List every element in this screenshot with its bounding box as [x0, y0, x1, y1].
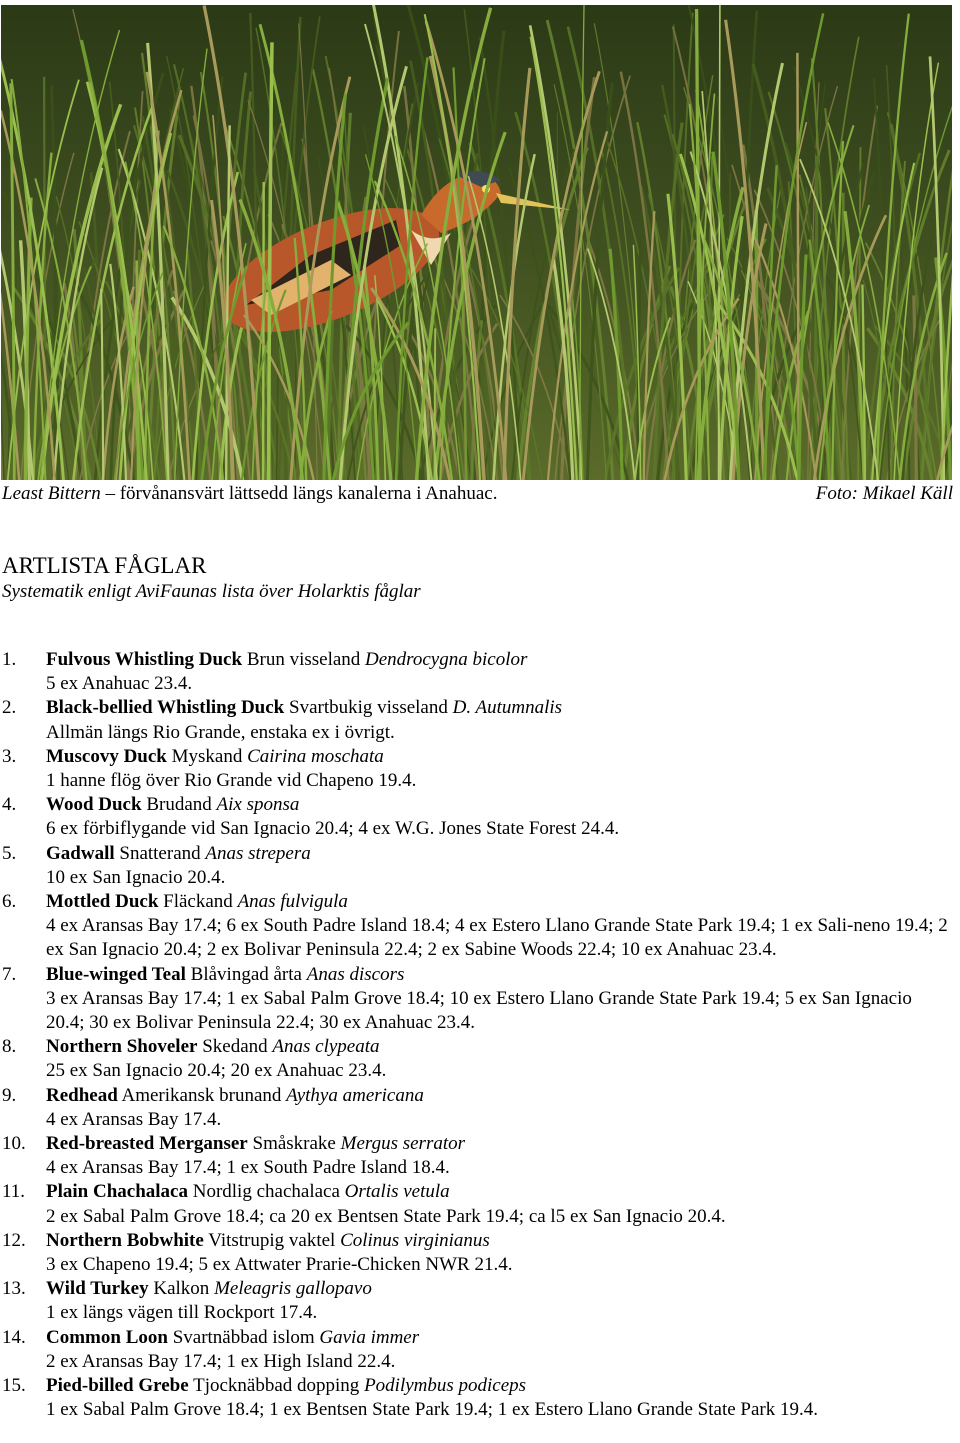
- species-observations: 3 ex Chapeno 19.4; 5 ex Attwater Prarie-Chicken NWR 21.4.: [46, 1254, 513, 1276]
- species-name-line: [46, 696, 950, 720]
- species-scientific-name: Dendrocygna bicolor: [365, 649, 528, 670]
- species-entry: [0, 1229, 950, 1277]
- species-number: 10.: [2, 1133, 26, 1155]
- species-observations: 10 ex San Ignacio 20.4.: [46, 866, 226, 888]
- species-number: 4.: [2, 794, 17, 816]
- species-entry: [0, 1326, 950, 1374]
- species-english-name: Blue-winged Teal: [46, 963, 186, 985]
- species-name-line: [46, 1374, 950, 1398]
- species-number: 12.: [2, 1229, 26, 1251]
- species-name-line: [46, 1326, 950, 1350]
- species-scientific-name: Ortalis vetula: [344, 1181, 450, 1203]
- species-observations: 4 ex Aransas Bay 17.4; 6 ex South Padre Island 18.4; 4 ex Estero Llano Grande State Park 19.4; 1 ex Sali-neno 19.4; 2 ex San Ignacio 20.4; 2 ex Bolivar Peninsula 22.4; 2 ex Sabine Woods 22.4; 10 ex Anahuac 23.4.: [46, 915, 948, 961]
- species-entry: [0, 1132, 950, 1180]
- species-name-line: [46, 890, 950, 914]
- species-observations: Allmän längs Rio Grande, enstaka ex i övrigt.: [46, 721, 395, 743]
- species-entry: [0, 696, 950, 744]
- species-english-name: Wood Duck: [46, 794, 142, 816]
- species-observations: 1 hanne flög över Rio Grande vid Chapeno 19.4.: [46, 770, 417, 792]
- species-scientific-name: Gavia immer: [319, 1326, 420, 1348]
- species-observations: 25 ex San Ignacio 20.4; 20 ex Anahuac 23.4.: [46, 1060, 387, 1082]
- caption-text: [2, 482, 497, 506]
- species-swedish-name: Skedand: [202, 1036, 268, 1058]
- species-entry: [0, 1374, 950, 1422]
- species-name-line: [46, 1035, 950, 1059]
- species-scientific-name: Aix sponsa: [216, 794, 300, 816]
- species-entry: [0, 963, 950, 1036]
- species-number: 1.: [2, 649, 17, 670]
- species-swedish-name: Svartbukig visseland: [289, 697, 448, 719]
- species-entry: [0, 648, 950, 696]
- species-swedish-name: Brun visseland: [246, 649, 361, 670]
- species-entry: [0, 1180, 950, 1228]
- species-observations: 4 ex Aransas Bay 17.4.: [46, 1108, 222, 1130]
- species-swedish-name: Fläckand: [163, 891, 233, 913]
- species-name-line: [46, 745, 950, 769]
- species-english-name: Fulvous Whistling Duck: [46, 649, 243, 670]
- species-english-name: Northern Bobwhite: [46, 1229, 204, 1251]
- species-observations: 2 ex Aransas Bay 17.4; 1 ex High Island 22.4.: [46, 1350, 396, 1372]
- species-swedish-name: Brudand: [146, 794, 212, 816]
- species-english-name: Black-bellied Whistling Duck: [46, 697, 285, 719]
- species-entry: [0, 1084, 950, 1132]
- species-entry: [0, 793, 950, 841]
- species-english-name: Red-breasted Merganser: [46, 1133, 248, 1155]
- species-number: 3.: [2, 745, 17, 767]
- species-name-line: [46, 963, 950, 987]
- species-scientific-name: Anas discors: [306, 963, 405, 985]
- species-observations: 4 ex Aransas Bay 17.4; 1 ex South Padre Island 18.4.: [46, 1157, 450, 1179]
- species-entry: [0, 890, 950, 963]
- species-english-name: Wild Turkey: [46, 1278, 149, 1300]
- least-bittern-photo: [1, 5, 952, 480]
- species-english-name: Northern Shoveler: [46, 1036, 198, 1058]
- photo-credit: Foto: Mikael Käll: [815, 483, 953, 504]
- species-observations: 1 ex Sabal Palm Grove 18.4; 1 ex Bentsen State Park 19.4; 1 ex Estero Llano Grande State Park 19.4.: [46, 1399, 818, 1421]
- species-scientific-name: Mergus serrator: [340, 1133, 466, 1155]
- caption-description: – förvånansvärt lättsedd längs kanalerna i Anahuac.: [100, 483, 498, 504]
- photo-caption: [2, 482, 953, 506]
- species-name-line: [46, 648, 950, 672]
- species-swedish-name: Myskand: [171, 745, 243, 767]
- species-entry: [0, 1277, 950, 1325]
- species-english-name: Pied-billed Grebe: [46, 1375, 189, 1397]
- species-swedish-name: Tjocknäbbad dopping: [193, 1375, 360, 1397]
- species-english-name: Mottled Duck: [46, 891, 159, 913]
- species-swedish-name: Blåvingad årta: [190, 963, 302, 985]
- species-swedish-name: Småskrake: [252, 1133, 336, 1155]
- species-english-name: Muscovy Duck: [46, 745, 167, 767]
- species-number: 15.: [2, 1375, 26, 1397]
- species-number: 5.: [2, 842, 17, 864]
- species-name-line: [46, 793, 950, 817]
- species-list: [0, 648, 950, 1423]
- species-number: 7.: [2, 963, 17, 985]
- species-observations: 1 ex längs vägen till Rockport 17.4.: [46, 1302, 318, 1324]
- species-name-line: [46, 1277, 950, 1301]
- species-scientific-name: Aythya americana: [286, 1084, 424, 1106]
- species-swedish-name: Amerikansk brunand: [121, 1084, 282, 1106]
- species-scientific-name: Cairina moschata: [247, 745, 384, 767]
- page-title: ARTLISTA FÅGLAR: [2, 553, 207, 578]
- species-scientific-name: D. Autumnalis: [452, 697, 563, 719]
- species-swedish-name: Vitstrupig vaktel: [208, 1229, 336, 1251]
- species-number: 9.: [2, 1084, 17, 1106]
- species-entry: [0, 1035, 950, 1083]
- species-number: 14.: [2, 1326, 26, 1348]
- page-subtitle: Systematik enligt AviFaunas lista över Holarktis fåglar: [2, 581, 421, 602]
- species-number: 11.: [2, 1181, 26, 1203]
- species-scientific-name: Anas strepera: [205, 842, 311, 864]
- species-scientific-name: Anas fulvigula: [237, 891, 348, 913]
- species-entry: [0, 842, 950, 890]
- species-scientific-name: Anas clypeata: [272, 1036, 380, 1058]
- species-swedish-name: Kalkon: [153, 1278, 210, 1300]
- species-name-line: [46, 842, 950, 866]
- species-swedish-name: Svartnäbbad islom: [172, 1326, 315, 1348]
- species-english-name: Redhead: [46, 1084, 118, 1106]
- species-english-name: Plain Chachalaca: [46, 1181, 188, 1203]
- species-observations: 2 ex Sabal Palm Grove 18.4; ca 20 ex Bentsen State Park 19.4; ca l5 ex San Ignacio 20.4.: [46, 1205, 726, 1227]
- species-number: 13.: [2, 1278, 26, 1300]
- species-scientific-name: Meleagris gallopavo: [214, 1278, 372, 1300]
- species-number: 2.: [2, 697, 17, 719]
- species-swedish-name: Nordlig chachalaca: [192, 1181, 340, 1203]
- species-name-line: [46, 1229, 950, 1253]
- species-entry: [0, 745, 950, 793]
- caption-species: Least Bittern: [2, 483, 101, 504]
- species-english-name: Common Loon: [46, 1326, 168, 1348]
- species-number: 8.: [2, 1036, 17, 1058]
- species-observations: 3 ex Aransas Bay 17.4; 1 ex Sabal Palm Grove 18.4; 10 ex Estero Llano Grande State Park 19.4; 5 ex San Ignacio 20.4; 30 ex Bolivar Peninsula 22.4; 30 ex Anahuac 23.4.: [46, 987, 912, 1034]
- species-name-line: [46, 1132, 950, 1156]
- species-number: 6.: [2, 891, 17, 913]
- species-english-name: Gadwall: [46, 842, 115, 864]
- species-observations: 6 ex förbiflygande vid San Ignacio 20.4; 4 ex W.G. Jones State Forest 24.4.: [46, 818, 620, 840]
- species-swedish-name: Snatterand: [119, 842, 201, 864]
- species-scientific-name: Colinus virginianus: [340, 1229, 490, 1251]
- species-observations: 5 ex Anahuac 23.4.: [46, 673, 193, 695]
- species-name-line: [46, 1180, 950, 1204]
- species-scientific-name: Podilymbus podiceps: [364, 1375, 527, 1397]
- species-name-line: [46, 1084, 950, 1108]
